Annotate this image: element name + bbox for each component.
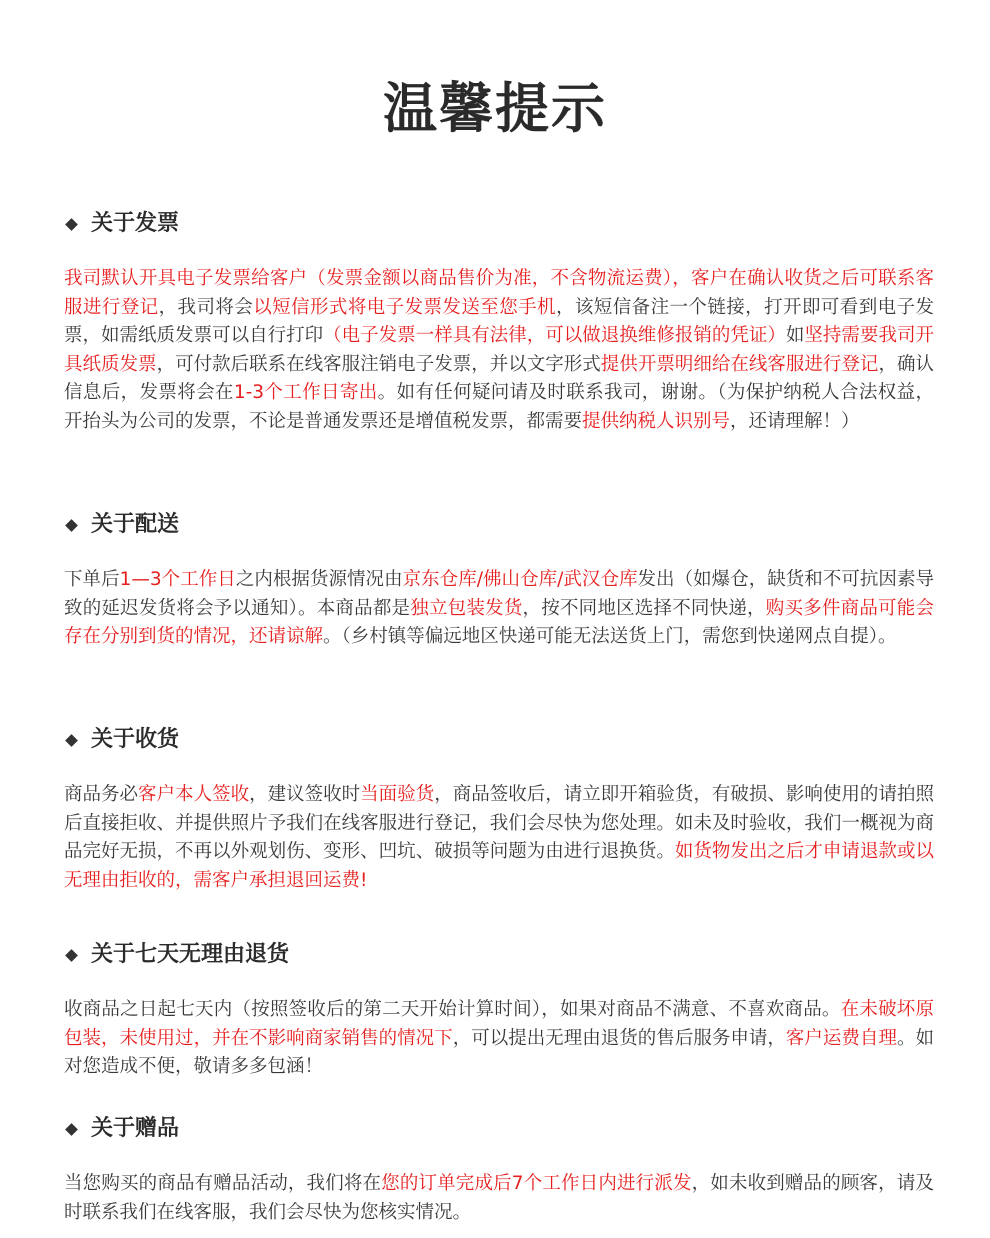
diamond-bullet-icon (65, 734, 78, 747)
section-heading (64, 725, 934, 755)
highlighted-text: 1—3个工作日 (119, 569, 236, 590)
body-text: ，该短信备注一个链接，打开即可看到电子发票，如需纸质发票可以自行打印 (64, 296, 934, 346)
body-text: 。如对您造成不便，敬请多多包涵！ (64, 1027, 934, 1077)
body-text: ，建议签收时 (249, 784, 361, 805)
body-text: ，我司将会 (158, 296, 254, 318)
section-heading-label: 关于发票 (91, 211, 180, 236)
body-text: ，可付款后联系在线客服注销电子发票，并以文字形式 (156, 353, 601, 375)
body-text: ，可以提出无理由退货的售后服务申请， (452, 1027, 786, 1049)
highlighted-text: 当面验货 (360, 784, 435, 805)
highlighted-text: 我司默认开具电子发票给客户（发票金额以商品售价为准，不含物流运费），客户在确认收货之后可联系客服进行登记 (64, 268, 934, 318)
body-text: ，如未收到赠品的顾客，请及时联系我们在线客服，我们会尽快为您核实情况。 (64, 1173, 934, 1223)
highlighted-text: 提供纳税人识别号 (582, 410, 731, 432)
section-body (64, 265, 934, 436)
section-body (64, 1170, 934, 1227)
body-text: ，确认信息后，发票将会在 (64, 353, 934, 403)
highlighted-text: 京东仓库/佛山仓库/武汉仓库 (402, 569, 638, 590)
highlighted-text: 如货物发出之后才申请退款或以无理由拒收的，需客户承担退回运费! (64, 841, 934, 891)
section-heading-label: 关于赠品 (91, 1116, 180, 1141)
page-title: 温馨提示 (383, 77, 607, 140)
section-heading (64, 510, 934, 540)
diamond-bullet-icon (65, 519, 78, 532)
diamond-bullet-icon (65, 218, 78, 231)
body-text: 发出（如爆仓，缺货和不可抗因素导致的延迟发货将会予以通知）。本商品都是 (64, 569, 934, 619)
section-body (64, 781, 934, 895)
section-heading (64, 1114, 934, 1144)
section-receipt (64, 725, 934, 895)
body-text: 收商品之日起七天内（按照签收后的第二天开始计算时间），如果对商品不满意、不喜欢商品。 (64, 999, 841, 1020)
body-text: 。（乡村镇等偏远地区快递可能无法送货上门，需您到快递网点自提）。 (323, 626, 897, 647)
body-text: 之内根据货源情况由 (235, 569, 403, 590)
section-body (64, 566, 934, 652)
body-text: 如 (785, 325, 805, 346)
section-heading-label: 关于配送 (91, 512, 180, 537)
section-invoice (64, 209, 934, 436)
body-text: 下单后 (64, 569, 120, 590)
highlighted-text: 提供开票明细给在线客服进行登记 (600, 353, 879, 375)
highlighted-text: 独立包装发货 (410, 597, 523, 619)
diamond-bullet-icon (65, 1123, 78, 1136)
body-text: 商品务必 (64, 784, 139, 805)
body-text: 当您购买的商品有赠品活动，我们将在 (64, 1173, 382, 1194)
highlighted-text: 客户运费自理 (785, 1027, 897, 1049)
highlighted-text: 1-3个工作日寄出 (233, 382, 378, 403)
section-delivery (64, 510, 934, 652)
body-text: 。如有任何疑问请及时联系我司，谢谢。（为保护纳税人合法权益，开抬头为公司的发票，不论是普通发票还是增值税发票，都需要 (64, 382, 934, 432)
highlighted-text: 您的订单完成后7个工作日内进行派发 (381, 1173, 692, 1194)
highlighted-text: 购买多件商品可能会存在分别到货的情况，还请谅解 (64, 597, 934, 647)
section-heading-label: 关于收货 (91, 727, 180, 752)
section-body (64, 996, 934, 1082)
highlighted-text: 坚持需要我司开具纸质发票 (64, 325, 934, 375)
highlighted-text: 在未破坏原包装，未使用过，并在不影响商家销售的情况下 (64, 999, 934, 1049)
diamond-bullet-icon (65, 949, 78, 962)
body-text: ，商品签收后，请立即开箱验货，有破损、影响使用的请拍照后直接拒收、并提供照片予我们在线客服进行登记，我们会尽快为您处理。如未及时验收，我们一概视为商品完好无损，不再以外观划伤、变形、凹坑、破损等问题为由进行退换货。 (64, 784, 934, 862)
highlighted-text: （电子发票一样具有法律，可以做退换维修报销的凭证） (323, 325, 786, 346)
body-text: ，按不同地区选择不同快递， (522, 597, 766, 619)
highlighted-text: 客户本人签收 (138, 784, 250, 805)
section-heading (64, 209, 934, 239)
section-seven-day-return (64, 940, 934, 1082)
highlighted-text: 以短信形式将电子发票发送至您手机 (253, 296, 556, 318)
section-heading-label: 关于七天无理由退货 (91, 942, 290, 967)
section-gifts (64, 1114, 934, 1227)
section-heading (64, 940, 934, 970)
body-text: ，还请理解！） (730, 410, 860, 432)
